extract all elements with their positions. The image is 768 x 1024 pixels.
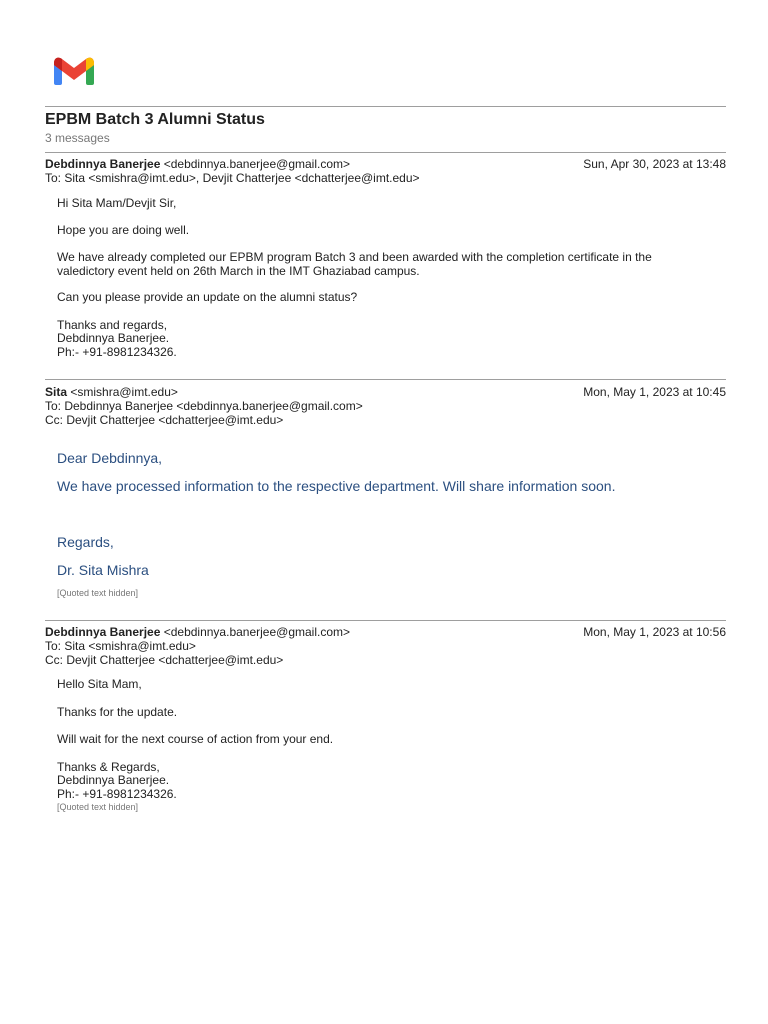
signature-line: Ph:- +91-8981234326. (57, 344, 177, 359)
sender-email: <debdinnya.banerjee@gmail.com> (163, 157, 351, 171)
message-date: Mon, May 1, 2023 at 10:56 (583, 625, 726, 639)
divider (45, 379, 726, 380)
signature-line: Regards, (57, 534, 114, 550)
message-1 (45, 157, 726, 359)
signature-line: Debdinnya Banerjee. (57, 773, 170, 787)
quoted-text-hidden[interactable]: [Quoted text hidden] (57, 588, 139, 598)
sender-name: Debdinnya Banerjee (45, 157, 161, 171)
quoted-text-hidden[interactable]: [Quoted text hidden] (57, 802, 139, 812)
signature-line: Dr. Sita Mishra (57, 562, 149, 578)
message-2 (45, 385, 726, 598)
greeting: Dear Debdinnya, (57, 450, 163, 466)
body-line: Hope you are doing well. (57, 222, 190, 237)
message-count: 3 messages (45, 131, 110, 145)
divider (45, 620, 726, 621)
thread-subject: EPBM Batch 3 Alumni Status (45, 111, 265, 128)
body-line: Can you please provide an update on the alumni status? (57, 290, 358, 304)
sender-email: <smishra@imt.edu> (70, 385, 178, 399)
message-date: Sun, Apr 30, 2023 at 13:48 (583, 157, 726, 171)
body-line: Will wait for the next course of action from your end. (57, 732, 334, 746)
sender-name: Debdinnya Banerjee (45, 625, 161, 639)
signature-line: Thanks & Regards, (57, 759, 160, 774)
message-body (57, 197, 697, 359)
recipients-to: To: Sita <smishra@imt.edu> (45, 639, 196, 653)
signature-line: Ph:- +91-8981234326. (57, 786, 177, 801)
message-3 (45, 625, 726, 812)
signature-line: Debdinnya Banerjee. (57, 331, 170, 345)
greeting: Hi Sita Mam/Devjit Sir, (57, 196, 177, 210)
signature-line: Thanks and regards, (57, 317, 168, 332)
greeting: Hello Sita Mam, (57, 677, 142, 691)
sender-name: Sita (45, 385, 68, 399)
sender-email: <debdinnya.banerjee@gmail.com> (163, 625, 351, 639)
recipients-cc: Cc: Devjit Chatterjee <dchatterjee@imt.edu> (45, 413, 284, 427)
message-body (57, 678, 697, 815)
recipients-to: To: Debdinnya Banerjee <debdinnya.banerjee@gmail.com> (45, 399, 363, 413)
recipients-cc: Cc: Devjit Chatterjee <dchatterjee@imt.edu> (45, 653, 284, 667)
divider (45, 152, 726, 153)
gmail-logo-icon (53, 55, 95, 85)
recipients-to: To: Sita <smishra@imt.edu>, Devjit Chatterjee <dchatterjee@imt.edu> (45, 171, 420, 185)
message-body (57, 450, 717, 601)
divider (45, 106, 726, 107)
body-line: We have already completed our EPBM program Batch 3 and been awarded with the completion certificate in the (57, 250, 652, 264)
message-date: Mon, May 1, 2023 at 10:45 (583, 385, 726, 399)
body-line: valedictory event held on 26th March in the IMT Ghaziabad campus. (57, 263, 420, 278)
body-line: We have processed information to the respective department. Will share information soon. (57, 478, 616, 494)
body-line: Thanks for the update. (57, 704, 178, 719)
